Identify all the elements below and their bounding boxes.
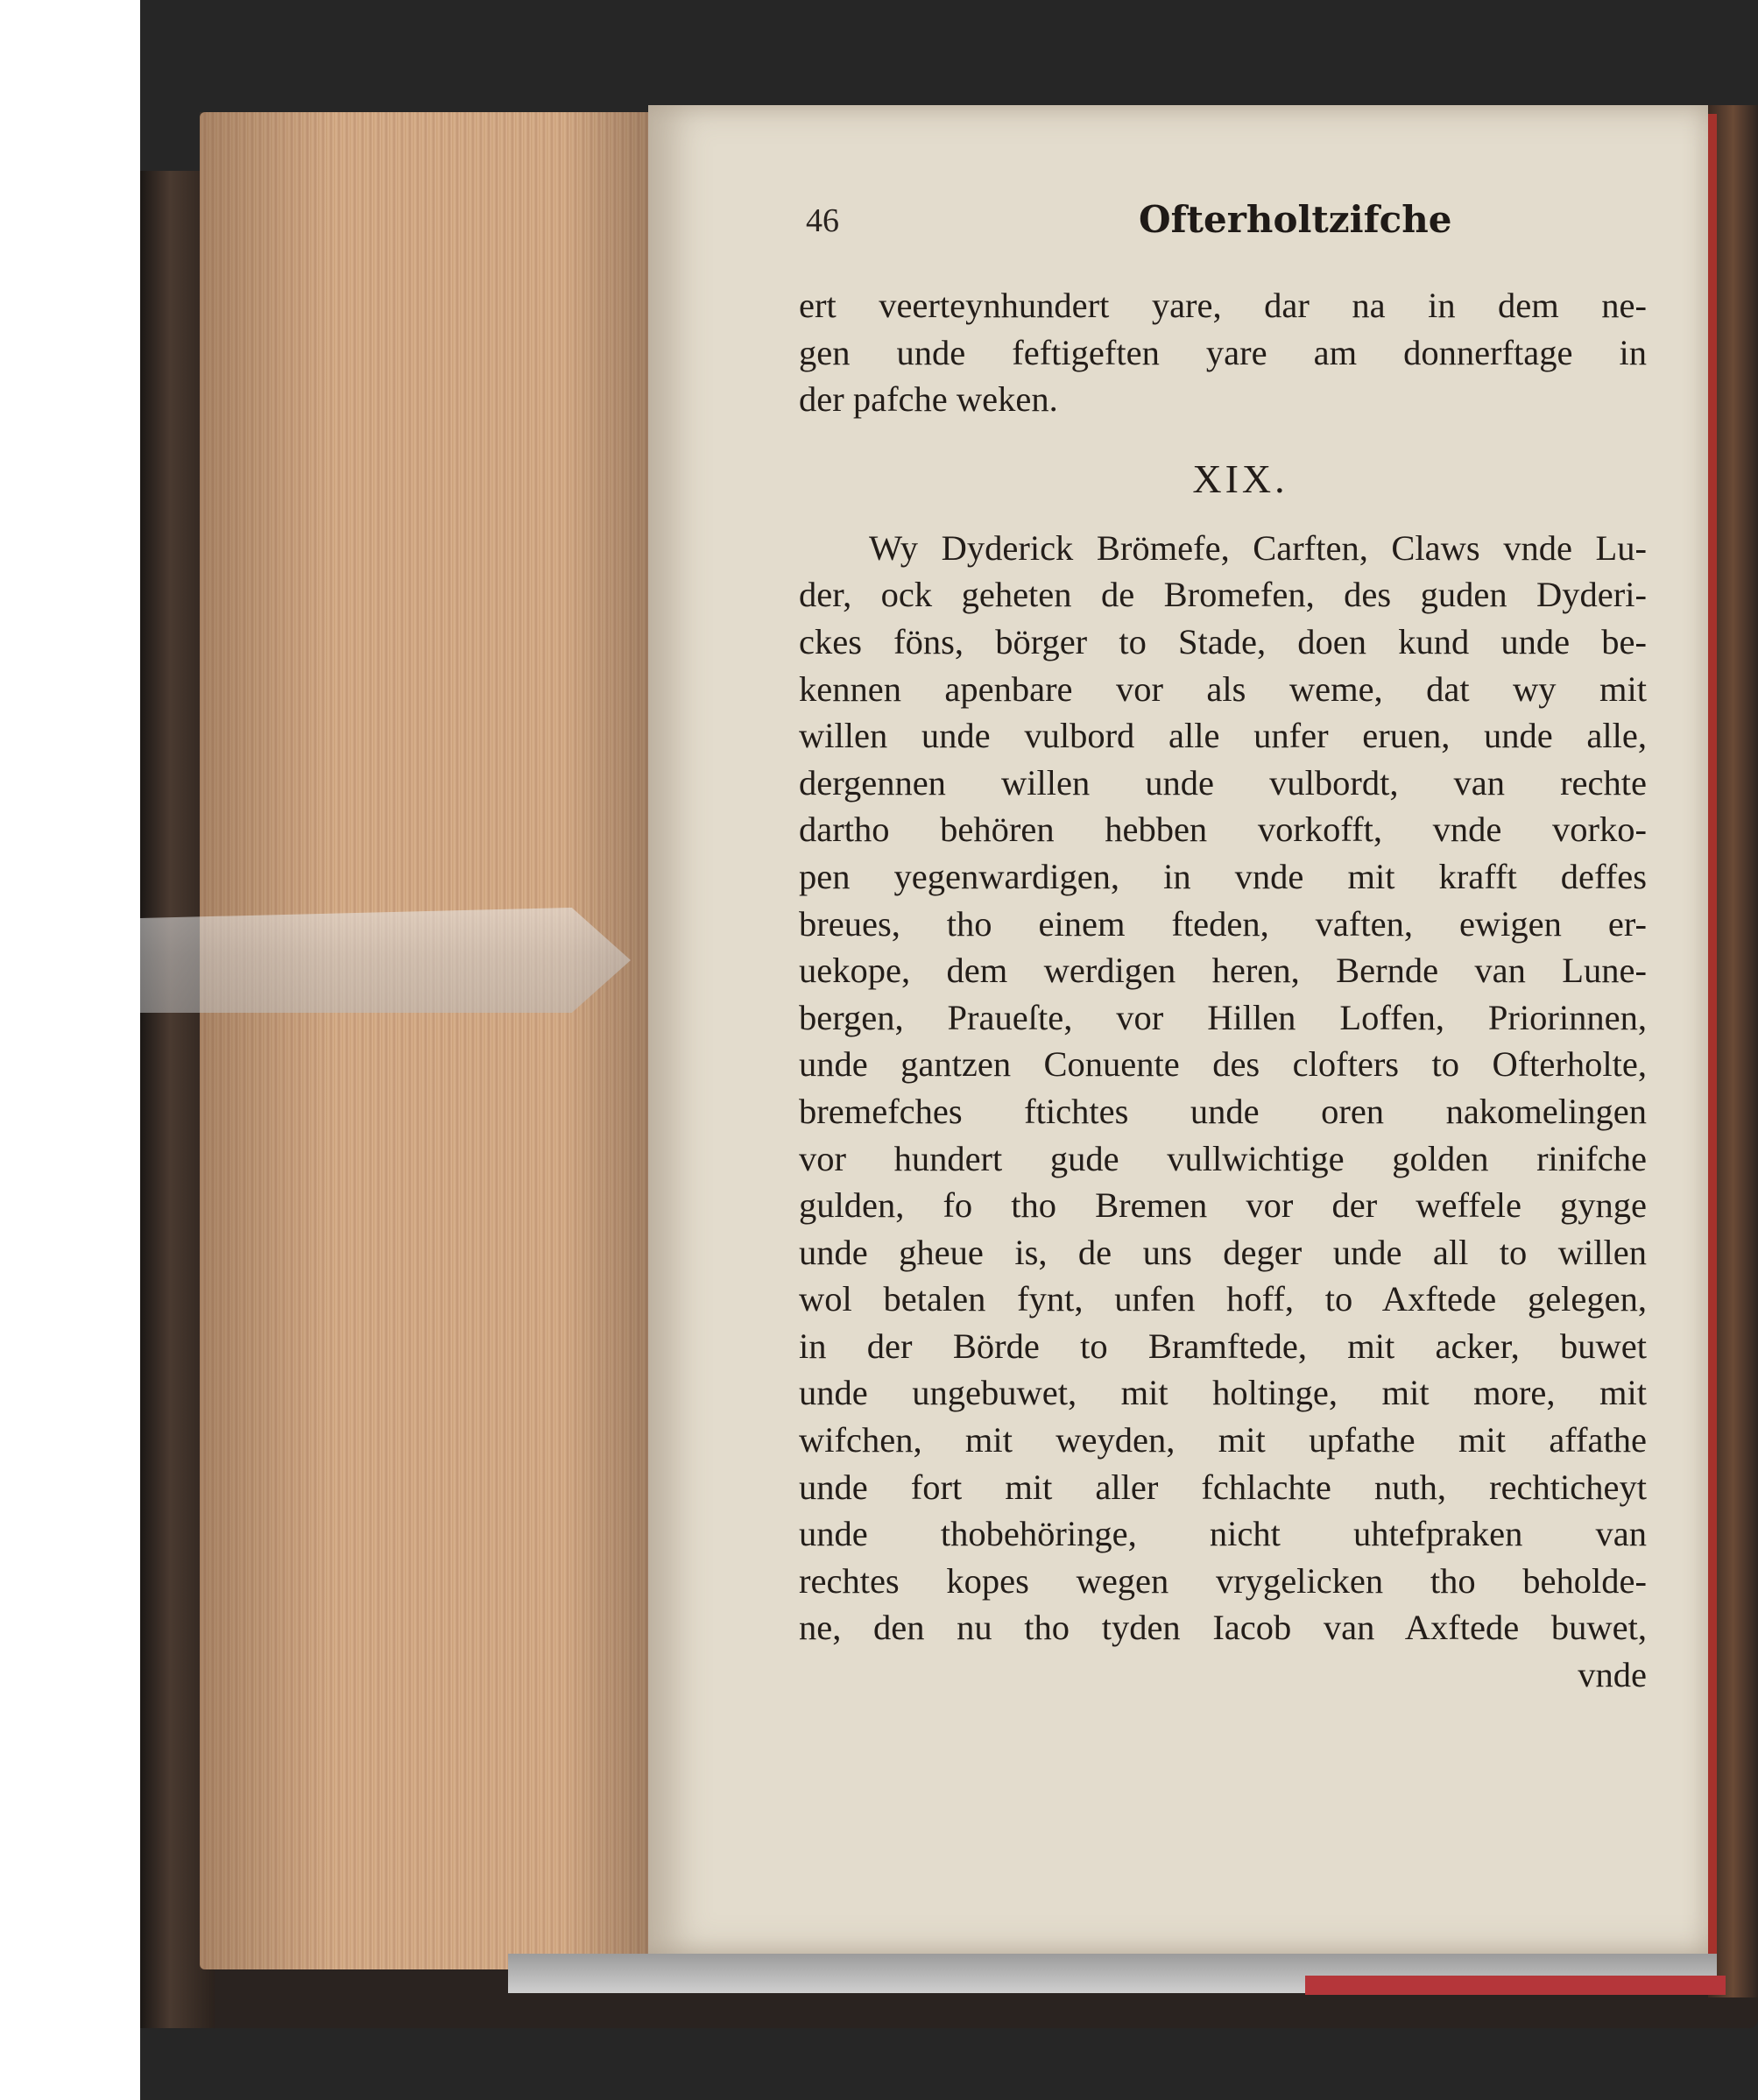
- text-line: unde gantzen Conuente des clofters to Ofterholte,: [799, 1044, 1647, 1085]
- page-body: [799, 282, 1647, 1699]
- text-line: unde fort mit aller fchlachte nuth, rechticheyt: [799, 1467, 1647, 1507]
- page-block-shading: [200, 112, 655, 1969]
- text-line: dartho behören hebben vorkofft, vnde vorko-: [799, 810, 1647, 850]
- running-title: Ofterholtzifche: [1139, 198, 1452, 241]
- text-line: uekope, dem werdigen heren, Bernde van Lune-: [799, 951, 1647, 991]
- red-bottom-edge: [1305, 1976, 1726, 1995]
- text-line: gen unde feftigeften yare am donnerftage in: [799, 332, 1647, 372]
- text-line: in der Börde to Bramftede, mit acker, buwet: [799, 1326, 1647, 1366]
- text-line: breues, tho einem fteden, vaften, ewigen er-: [799, 903, 1647, 944]
- text-line: unde gheue is, de uns deger unde all to willen: [799, 1232, 1647, 1272]
- text-line: ne, den nu tho tyden Iacob van Axftede buwet,: [799, 1608, 1647, 1648]
- page-number: 46: [806, 202, 839, 239]
- text-line: der, ock geheten de Bromefen, des guden Dyderi-: [799, 575, 1647, 615]
- text-line: bergen, Praueſte, vor Hillen Loffen, Priorinnen,: [799, 997, 1647, 1037]
- text-line: gulden, fo tho Bremen vor der weffele gynge: [799, 1185, 1647, 1226]
- text-line: bremefches ftichtes unde oren nakomelingen: [799, 1091, 1647, 1131]
- catchword: vnde: [1578, 1655, 1647, 1695]
- text-line: unde thobehöringe, nicht uhtefpraken van: [799, 1514, 1647, 1554]
- text-line: der pafche weken.: [799, 379, 1058, 420]
- text-line: ert veerteynhundert yare, dar na in dem ne-: [799, 286, 1647, 325]
- text-line: vor hundert gude vullwichtige golden rinifche: [799, 1138, 1647, 1178]
- charter-paragraph: [799, 525, 1647, 1651]
- text-line: unde ungebuwet, mit holtinge, mit more, mit: [799, 1373, 1647, 1413]
- section-heading: [799, 455, 1647, 504]
- text-line: Wy Dyderick Brömefe, Carften, Claws vnde Lu-: [869, 527, 1647, 568]
- running-head: [806, 198, 1647, 254]
- section-number: XIX.: [1192, 456, 1288, 501]
- text-line: dergennen willen unde vulbordt, van rechte: [799, 762, 1647, 803]
- text-line: willen unde vulbord alle unfer eruen, unde alle,: [799, 716, 1647, 756]
- text-line: wifchen, mit weyden, mit upfathe mit affathe: [799, 1420, 1647, 1460]
- text-line: rechtes kopes wegen vrygelicken tho beholde-: [799, 1560, 1647, 1601]
- text-line: kennen apenbare vor als weme, dat wy mit: [799, 668, 1647, 709]
- text-line: wol betalen fynt, unfen hoff, to Axftede gelegen,: [799, 1279, 1647, 1319]
- text-line: pen yegenwardigen, in vnde mit krafft deffes: [799, 856, 1647, 896]
- bookmark-strip: [140, 908, 631, 1013]
- carry-over-paragraph: [799, 282, 1647, 423]
- text-line: ckes föns, börger to Stade, doen kund unde be-: [799, 621, 1647, 661]
